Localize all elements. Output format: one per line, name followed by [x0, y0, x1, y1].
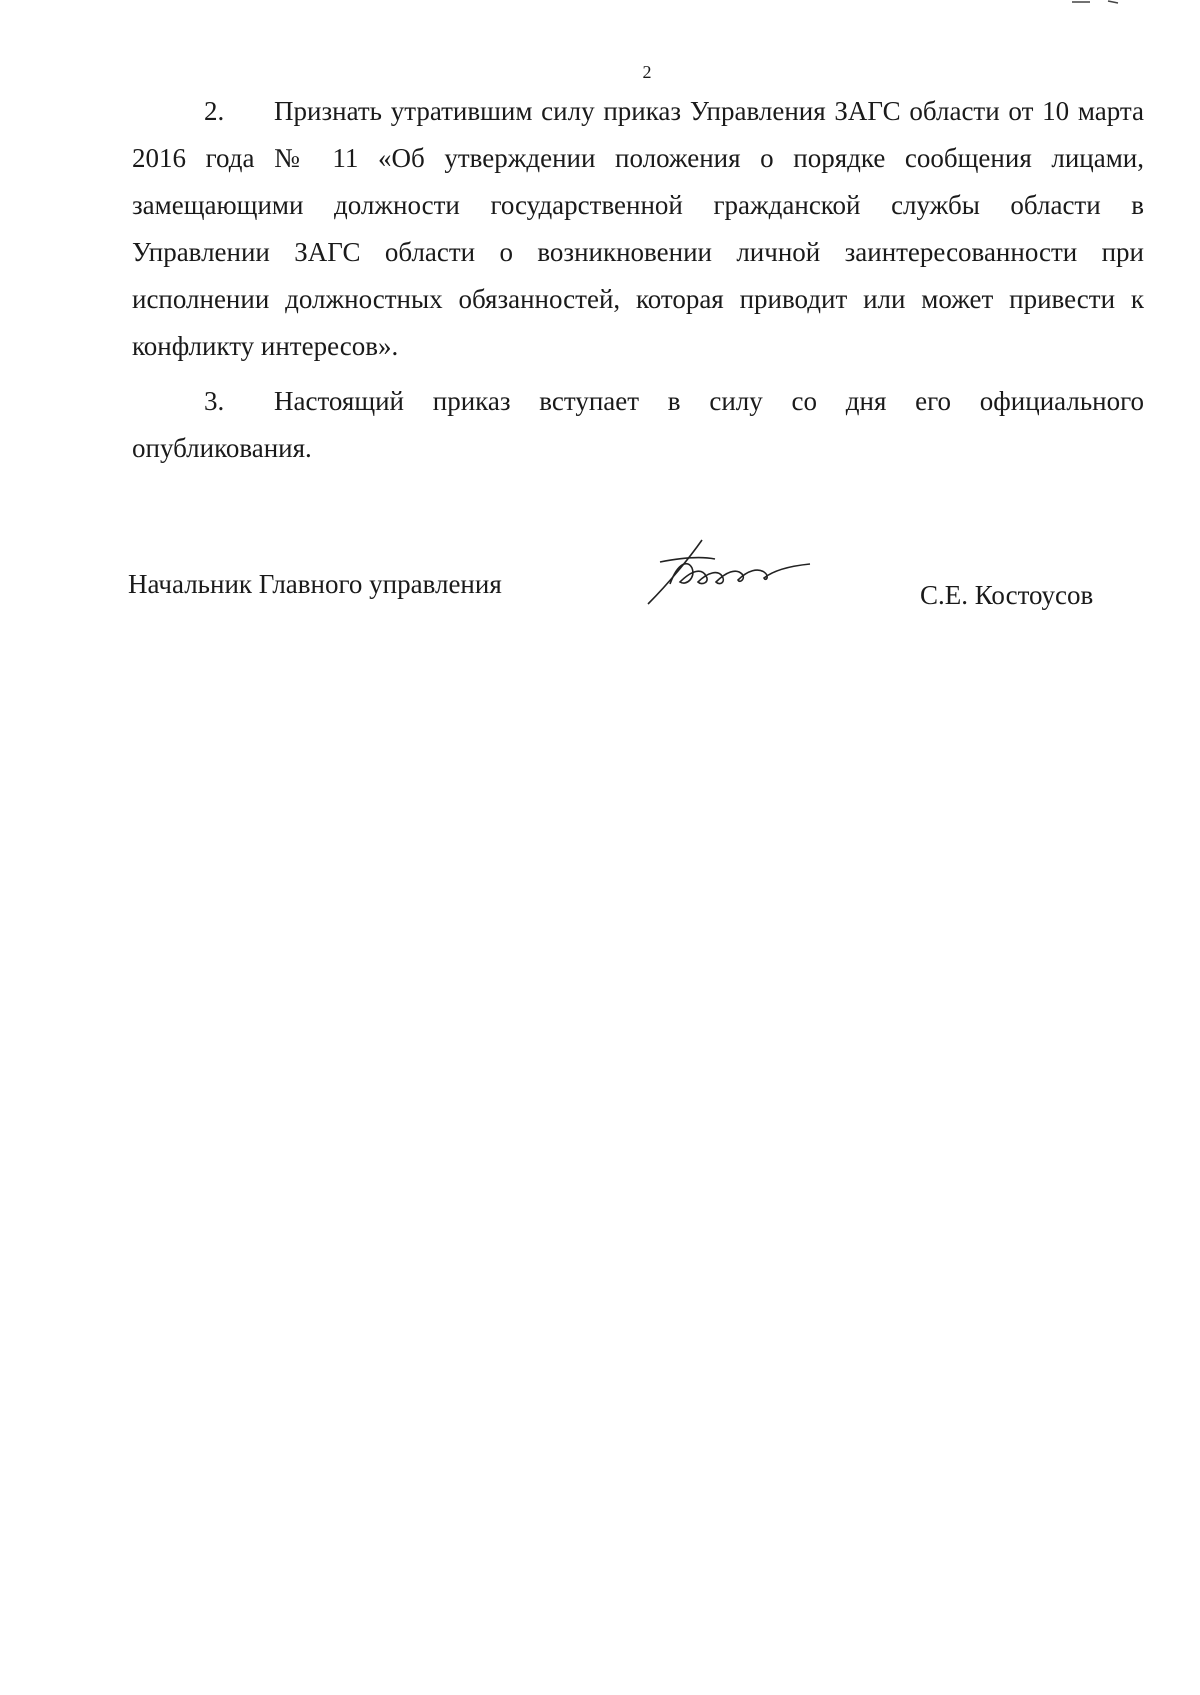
page-number: 2 — [642, 62, 652, 82]
paragraph-text: Признать утратившим силу приказ Управления ЗАГС области от 10 марта 2016 года № 11 «Об утверждении положения о порядке сообщения лицами, замещающими должности государственной гражданской службы области в Управлении ЗАГС области о возникновении личной заинтересованности при исполнении должностных обязанностей, которая приводит или может привести к конфликту интересов». — [132, 96, 1144, 361]
paragraph-text: Настоящий приказ вступает в силу со дня его официального опубликования. — [132, 386, 1144, 463]
paragraph-3 — [132, 378, 1144, 472]
handwritten-signature — [640, 532, 840, 612]
signatory-title: Начальник Главного управления — [128, 569, 502, 599]
signatory-name: С.Е. Костоусов — [920, 580, 1094, 610]
paragraph-number: 3. — [204, 386, 225, 416]
scan-edge-mark — [1070, 0, 1130, 6]
paragraph-number: 2. — [204, 96, 225, 126]
paragraph-2 — [132, 88, 1144, 370]
